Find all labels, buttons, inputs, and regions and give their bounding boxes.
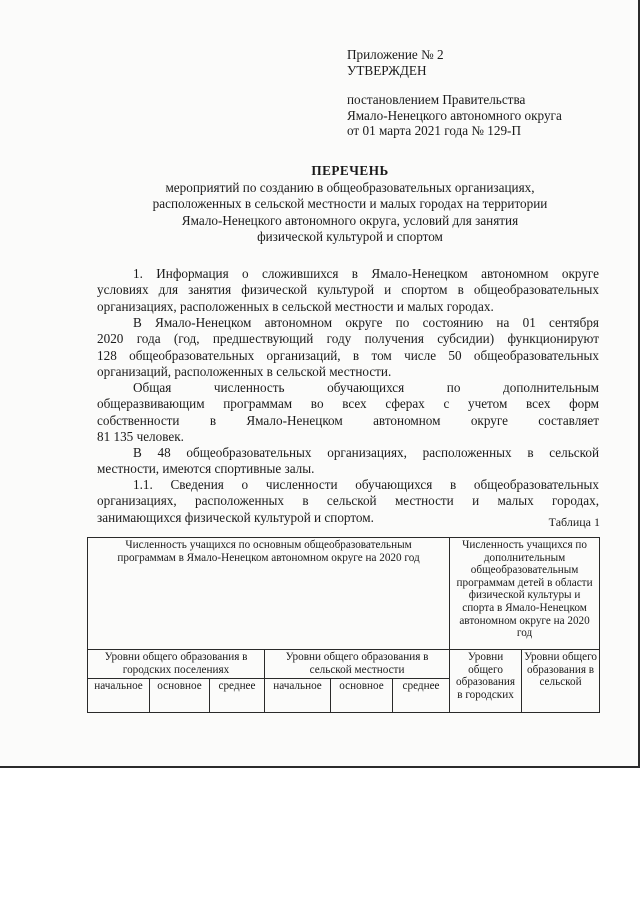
students-table: [87, 537, 600, 713]
paragraph-students: [97, 380, 599, 445]
group-urban-levels: Уровни общего образования в городских поселениях: [88, 650, 265, 679]
header-main-programs: Численность учащихся по основным общеобразовательным программам в Ямало-Ненецком автономном округе на 2020 год: [88, 538, 450, 650]
level-header: начальное: [88, 678, 150, 712]
paragraph-line: В 48 общеобразовательных организациях, расположенных в сельской: [133, 445, 599, 460]
paragraph-line: В Ямало-Ненецком автономном округе по состоянию на 01 сентября: [133, 315, 599, 330]
approved-label: УТВЕРЖДЕН: [347, 62, 427, 78]
paragraph-line: местности, имеются спортивные залы.: [97, 461, 315, 477]
paragraph-line: общеразвивающим программам во всех сферах с учетом всех форм: [97, 396, 599, 412]
paragraph-line: 1.1. Сведения о численности обучающихся в общеобразовательных: [133, 477, 599, 492]
level-header: начальное: [265, 678, 331, 712]
subtitle-line: Ямало-Ненецкого автономного округа, условий для занятия: [181, 212, 519, 228]
appendix-number: Приложение № 2: [347, 47, 444, 62]
paragraph-line: 1. Информация о сложившихся в Ямало-Ненецком автономном округе: [133, 266, 599, 281]
paragraph-line: Общая численность обучающихся по дополнительным: [133, 380, 599, 395]
extra-urban-levels: Уровни общего образования в городских: [450, 650, 522, 713]
resolution-line: постановлением Правительства: [347, 92, 526, 107]
subtitle-line: мероприятий по созданию в общеобразовательных организациях,: [165, 180, 535, 195]
approval-gap: [347, 78, 617, 92]
approval-block: [347, 47, 617, 139]
paragraph-line: занимающихся физической культурой и спортом.: [97, 509, 374, 525]
level-header: основное: [150, 678, 210, 712]
document-title: ПЕРЕЧЕНЬ: [311, 163, 389, 178]
resolution-date: от 01 марта 2021 года № 129-П: [347, 123, 521, 138]
document-subtitle: [95, 180, 605, 245]
subtitle-line: физической культурой и спортом: [257, 228, 443, 244]
paragraph-line: условиях для занятия физической культурой и спортом в общеобразовательных: [97, 282, 599, 298]
level-header: среднее: [210, 678, 265, 712]
paragraph-organizations: [97, 315, 599, 380]
subtitle-line: расположенных в сельской местности и малых городах на территории: [152, 196, 548, 212]
table-caption: Таблица 1: [548, 515, 600, 529]
paragraph-line: собственности в Ямало-Ненецком автономном округе составляет: [97, 412, 599, 428]
paragraph-info: [97, 266, 599, 315]
level-header: основное: [331, 678, 393, 712]
group-rural-levels: Уровни общего образования в сельской местности: [265, 650, 450, 679]
header-extra-programs: Численность учащихся по дополнительным общеобразовательным программам детей в области физической культуры и спорта в Ямало-Ненецком автономном округе на 2020 год: [450, 538, 600, 650]
level-header: среднее: [393, 678, 450, 712]
page-bottom-margin: [0, 768, 640, 905]
paragraph-line: 81 135 человек.: [97, 428, 184, 444]
paragraph-line: организациях, расположенных в сельской местности и малых городах.: [97, 298, 494, 314]
region-line: Ямало-Ненецкого автономного округа: [347, 107, 562, 123]
paragraph-line: организациях, расположенных в сельской местности и малых городах,: [97, 493, 599, 509]
paragraph-line: организаций, расположенных в сельской местности.: [97, 363, 392, 379]
paragraph-line: 2020 года (год, предшествующий году получения субсидии) функционируют: [97, 331, 599, 347]
extra-rural-levels: Уровни общего образования в сельской: [522, 650, 600, 713]
paragraph-line: 128 общеобразовательных организаций, в том числе 50 общеобразовательных: [97, 347, 599, 363]
